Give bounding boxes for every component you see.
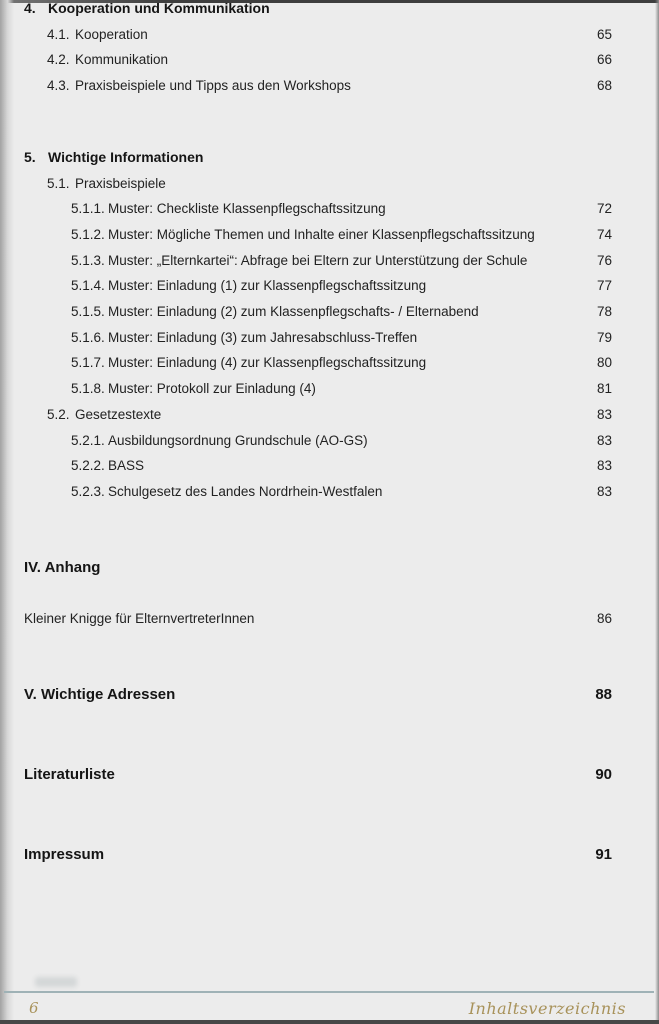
toc-row-title: V. Wichtige Adressen	[24, 685, 176, 703]
toc-row-title: Gesetzestexte	[75, 406, 162, 422]
toc-row	[0, 196, 612, 222]
toc-row-page: 86	[596, 610, 612, 626]
toc-row-title: Praxisbeispiele und Tipps aus den Workshops	[75, 78, 351, 94]
toc-row-title: Muster: Einladung (4) zur Klassenpflegschaftssitzung	[108, 355, 427, 371]
toc-row-page: 83	[596, 458, 612, 474]
toc-row	[0, 428, 612, 454]
toc-row-title: Muster: Einladung (2) zum Klassenpflegschafts- / Elternabend	[108, 304, 479, 320]
toc-row-number: 5.1.	[47, 175, 70, 191]
toc-section	[0, 842, 612, 868]
toc-row	[0, 222, 612, 248]
toc-row	[0, 0, 612, 22]
toc-row-number: 5.1.5.	[71, 304, 105, 320]
toc-row-page: 81	[596, 381, 612, 397]
toc-row-title: Ausbildungsordnung Grundschule (AO-GS)	[108, 432, 368, 448]
toc-row-title: Impressum	[24, 845, 105, 863]
toc-row-number: 4.	[24, 0, 36, 16]
toc-row-title: Muster: Einladung (1) zur Klassenpflegschaftssitzung	[108, 278, 427, 294]
toc-row-number: 4.1.	[47, 26, 70, 42]
toc-row-number: 5.1.3.	[71, 252, 105, 268]
toc-row-number: 5.1.7.	[71, 355, 105, 371]
toc-row-page: 90	[595, 765, 612, 783]
toc-row	[0, 47, 612, 73]
scan-edge-bottom	[0, 1020, 659, 1024]
toc-row-page: 88	[595, 685, 612, 703]
toc-row-title: Wichtige Informationen	[48, 148, 204, 165]
toc-row-title: IV. Anhang	[24, 558, 101, 576]
toc-row	[0, 453, 612, 479]
toc-row-page: 78	[596, 304, 612, 320]
toc-row	[0, 248, 612, 274]
toc-row-page: 91	[595, 845, 612, 863]
toc-row-page: 83	[596, 483, 612, 499]
toc-row	[0, 325, 612, 351]
toc-row-page: 72	[596, 201, 612, 217]
toc-row-title: Muster: „Elternkartei“: Abfrage bei Eltern zur Unterstützung der Schule	[108, 252, 528, 268]
toc-row	[0, 299, 612, 325]
toc-row-page: 66	[596, 52, 612, 68]
toc-row	[0, 555, 612, 581]
toc-row-title: Literaturliste	[24, 765, 115, 783]
toc-row-number: 5.1.4.	[71, 278, 105, 294]
toc-row-page: 68	[596, 78, 612, 94]
footer-section-label: Inhaltsverzeichnis	[468, 999, 626, 1018]
toc-row	[0, 273, 612, 299]
toc-row-title: BASS	[108, 458, 145, 474]
toc-row	[0, 762, 612, 788]
toc-row-page: 83	[596, 432, 612, 448]
toc-row-number: 4.3.	[47, 78, 70, 94]
toc-section	[0, 555, 612, 581]
toc-row-number: 5.2.1.	[71, 432, 105, 448]
toc-row-number: 5.1.6.	[71, 329, 105, 345]
toc-row-number: 5.1.8.	[71, 381, 105, 397]
toc-row-number: 5.1.2.	[71, 226, 105, 242]
toc-row-number: 5.2.2.	[71, 458, 105, 474]
toc-section	[0, 145, 612, 505]
toc-row-number: 5.	[24, 148, 36, 165]
toc-row-number: 4.2.	[47, 52, 70, 68]
toc-row-title: Kooperation und Kommunikation	[48, 0, 270, 16]
footer-page-number: 6	[29, 999, 40, 1017]
toc-row-page: 76	[596, 252, 612, 268]
toc-section	[0, 0, 612, 99]
toc-row-title: Muster: Einladung (3) zum Jahresabschluss-Treffen	[108, 329, 418, 345]
toc-row-page: 80	[596, 355, 612, 371]
toc-section	[0, 606, 612, 632]
toc-row-number: 5.2.	[47, 406, 70, 422]
toc-row	[0, 171, 612, 197]
toc-row-title: Muster: Checkliste Klassenpflegschaftssitzung	[108, 201, 386, 217]
toc-row	[0, 376, 612, 402]
toc-row-page: 79	[596, 329, 612, 345]
toc-row-page: 74	[596, 226, 612, 242]
toc-row	[0, 682, 612, 708]
toc-row-page: 83	[596, 406, 612, 422]
toc-section	[0, 762, 612, 788]
toc-row-title: Praxisbeispiele	[75, 175, 166, 191]
toc-row	[0, 479, 612, 505]
toc-row	[0, 842, 612, 868]
toc-row-page: 77	[596, 278, 612, 294]
faint-scan-artifact	[35, 977, 77, 987]
toc-row	[0, 73, 612, 99]
toc-row-number: 5.2.3.	[71, 483, 105, 499]
toc-row	[0, 606, 612, 632]
toc-row-title: Muster: Mögliche Themen und Inhalte einer Klassenpflegschaftssitzung	[108, 226, 535, 242]
toc-row	[0, 350, 612, 376]
footer-divider	[4, 991, 654, 993]
toc-row-number: 5.1.1.	[71, 201, 105, 217]
toc-row-title: Schulgesetz des Landes Nordrhein-Westfalen	[108, 483, 383, 499]
toc-row	[0, 402, 612, 428]
toc-row-title: Muster: Protokoll zur Einladung (4)	[108, 381, 316, 397]
toc-row	[0, 22, 612, 48]
toc-row	[0, 145, 612, 171]
toc-row-title: Kommunikation	[75, 52, 169, 68]
toc-row-page: 65	[596, 26, 612, 42]
toc-row-title: Kleiner Knigge für ElternvertreterInnen	[24, 610, 255, 626]
toc-section	[0, 682, 612, 708]
toc-row-title: Kooperation	[75, 26, 148, 42]
